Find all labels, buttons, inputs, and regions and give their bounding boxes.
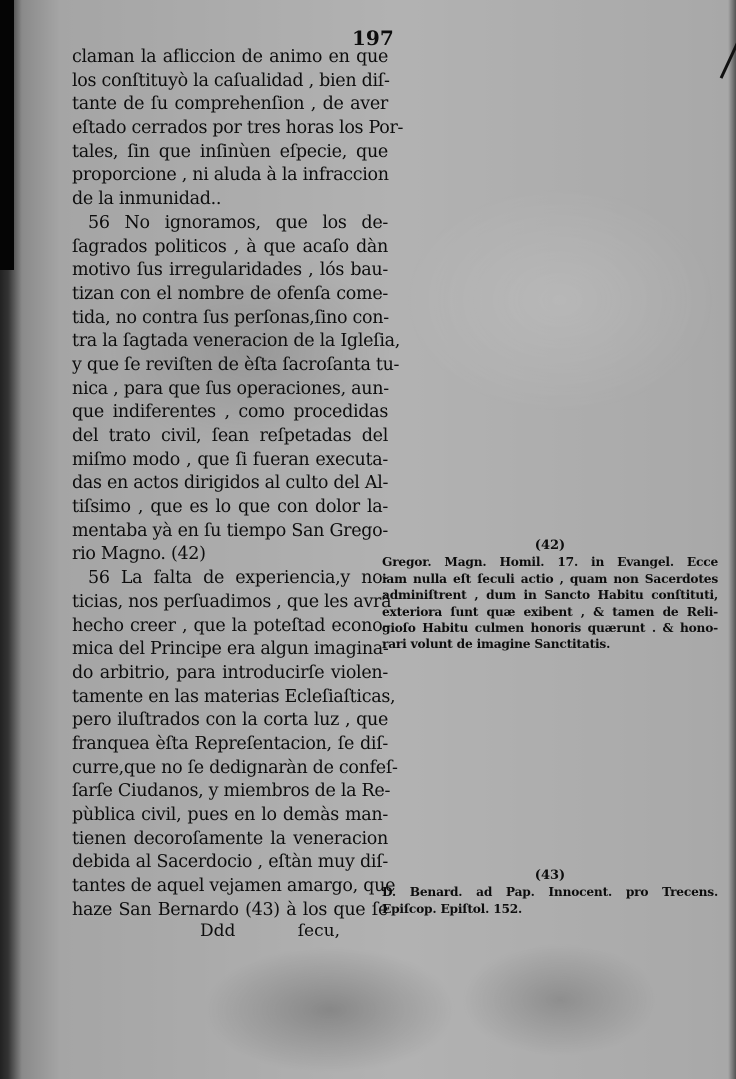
text-line: eſtado cerrados por tres horas los Por-	[72, 118, 404, 139]
text-line: y que ſe reviſten de èſta ſacroſanta tu-	[72, 354, 400, 375]
footnote-43	[382, 868, 718, 917]
text-line: tantes de aquel vejamen amargo, que	[72, 876, 396, 897]
text-line: debida al Sacerdocio , eſtàn muy diſ-	[72, 852, 388, 873]
text-line: ſarſe Ciudanos, y miembros de la Re-	[72, 781, 391, 802]
text-line: tizan con el nombre de ofenſa come-	[72, 283, 388, 304]
page-edge-right	[728, 0, 736, 1079]
catchword: ſecu,	[297, 921, 340, 941]
text-line: miſmo modo , que ſi fueran executa-	[72, 449, 388, 470]
text-line: tida, no contra ſus perſonas,ſino con-	[72, 307, 389, 328]
text-line: tiſsimo , que es lo que con dolor la-	[72, 497, 388, 518]
footnote-line: Epiſcop. Epiſtol. 152.	[382, 901, 523, 916]
text-line: rio Magno. (42)	[72, 544, 206, 565]
footnote-number: (42)	[534, 538, 566, 553]
text-line: tra la ſagtada veneracion de la Igleſia,	[72, 331, 401, 352]
text-line: 56 La falta de experiencia,y no-	[88, 568, 388, 589]
text-line: pero iluſtrados con la corta luz , que	[72, 710, 388, 731]
footnote-line: Gregor. Magn. Homil. 17. in Evangel. Ecce	[382, 555, 718, 570]
footnote-42	[382, 538, 718, 653]
text-line: claman la afliccion de animo en que	[72, 47, 388, 67]
footnote-line: adminiſtrent , dum in Sancto Habitu conſtituti,	[382, 588, 718, 603]
footnote-line: iam nulla eſt ſeculi actio , quam non Sacerdotes	[382, 571, 718, 586]
signature-mark: Ddd	[200, 921, 236, 941]
text-line: ſagrados politicos , à que acaſo dàn	[72, 236, 388, 257]
text-line: nica , para que ſus operaciones, aun-	[72, 378, 389, 399]
text-line: tante de ſu comprehenſion , de aver	[72, 94, 388, 115]
text-line: que indiferentes , como procedidas	[72, 402, 388, 423]
text-line: proporcione , ni aluda à la infraccion	[72, 165, 389, 186]
page-number: 197	[352, 26, 394, 50]
text-line: 56 No ignoramos, que los de-	[88, 212, 388, 233]
text-line: tales, ſin que inſinùen eſpecie, que	[72, 141, 388, 162]
text-line: ticias, nos perſuadimos , que les avrà	[72, 591, 392, 612]
signature-line	[200, 921, 340, 941]
text-line: das en actos dirigidos al culto del Al-	[72, 473, 389, 494]
footnote-line: D. Benard. ad Pap. Innocent. pro Trecens.	[382, 885, 718, 900]
main-text-column	[72, 46, 404, 922]
text-line: franquea èſta Repreſentacion, ſe diſ-	[72, 733, 388, 754]
text-line: tienen decoroſamente la veneracion	[72, 828, 388, 849]
text-line: pùblica civil, pues en lo demàs man-	[72, 805, 388, 825]
footnote-line: rari volunt de imagine Sanctitatis.	[382, 637, 611, 652]
footnote-line: gioſo Habitu culmen honoris quærunt . & hono-	[382, 621, 718, 636]
text-line: los conſtituyò la caſualidad , bien diſ-	[72, 70, 390, 91]
text-line: del trato civil, ſean reſpetadas del	[72, 426, 388, 446]
text-line: motivo ſus irregularidades , lós bau-	[72, 260, 388, 281]
text-line: mica del Principe era algun imagina-	[72, 639, 389, 660]
text-line: de la inmunidad..	[72, 189, 222, 210]
text-line: do arbitrio, para introducirſe violen-	[72, 662, 388, 683]
footnote-line: exteriora ſunt quæ exibent , & tamen de Reli-	[382, 604, 718, 619]
text-line: mentaba yà en ſu tiempo San Grego-	[72, 520, 388, 541]
text-line: curre,que no ſe dedignaràn de confeſ-	[72, 757, 398, 778]
footnote-number: (43)	[534, 868, 566, 883]
text-line: hecho creer , que la poteſtad econo-	[72, 615, 388, 636]
text-line: haze San Bernardo (43) à los que ſe	[72, 899, 388, 920]
page-edge-shadow	[0, 0, 14, 270]
text-line: tamente en las materias Ecleſiaſticas,	[72, 686, 396, 707]
